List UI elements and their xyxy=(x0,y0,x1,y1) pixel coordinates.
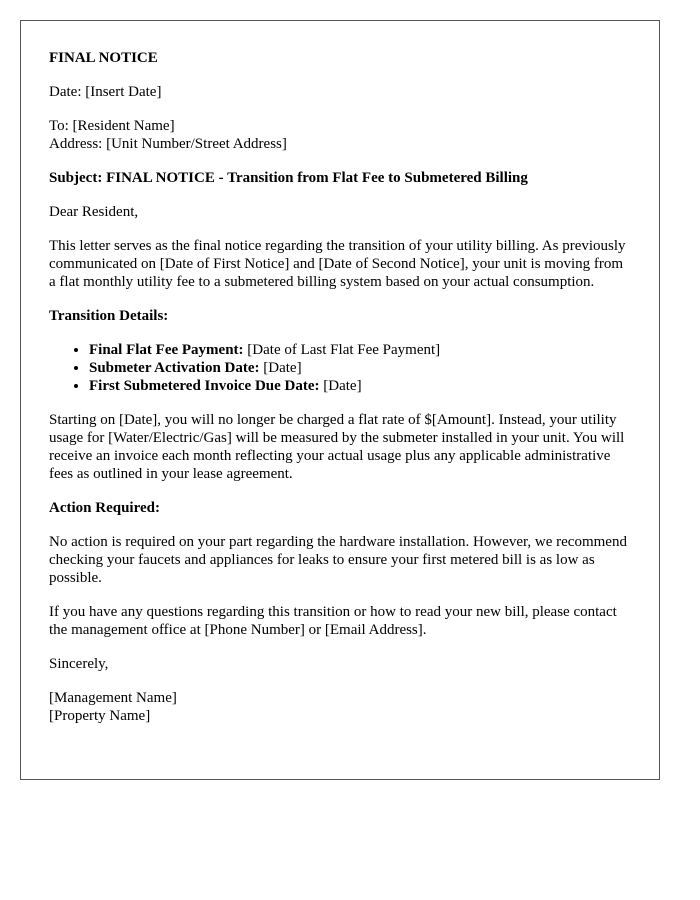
detail-label: Submeter Activation Date: xyxy=(89,360,260,376)
address-line: Address: [Unit Number/Street Address] xyxy=(49,136,287,152)
action-required-heading: Action Required: xyxy=(49,500,160,516)
detail-value: [Date of Last Flat Fee Payment] xyxy=(243,342,441,358)
detail-item-submeter-activation xyxy=(89,359,631,377)
detail-value: [Date] xyxy=(259,360,302,376)
date-line: Date: [Insert Date] xyxy=(49,84,162,100)
to-line: To: [Resident Name] xyxy=(49,118,175,134)
signature-block xyxy=(49,689,631,725)
salutation: Dear Resident, xyxy=(49,204,139,220)
property-name: [Property Name] xyxy=(49,708,151,724)
transition-details-heading: Transition Details: xyxy=(49,308,169,324)
billing-change-paragraph: Starting on [Date], you will no longer be charged a flat rate of $[Amount]. Instead, your utility usage for [Water/Electric/Gas] will be measured by the submeter installed in your unit. You will receive an invoice each month reflecting your actual usage plus any applicable administrative fees as outlined in your lease agreement. xyxy=(49,412,625,482)
detail-item-first-invoice-due xyxy=(89,377,631,395)
letter-page xyxy=(20,20,660,780)
subject-line: Subject: FINAL NOTICE - Transition from Flat Fee to Submetered Billing xyxy=(49,170,528,186)
detail-value: [Date] xyxy=(319,378,362,394)
detail-label: First Submetered Invoice Due Date: xyxy=(89,378,320,394)
transition-details-list xyxy=(49,341,631,395)
recipient-block xyxy=(49,117,631,153)
intro-paragraph: This letter serves as the final notice regarding the transition of your utility billing. As previously communicated on [Date of First Notice] and [Date of Second Notice], your unit is moving from a flat monthly utility fee to a submetered billing system based on your actual consumption. xyxy=(49,238,626,290)
notice-title: FINAL NOTICE xyxy=(49,50,158,66)
closing: Sincerely, xyxy=(49,656,109,672)
signer-name: [Management Name] xyxy=(49,690,177,706)
detail-item-final-flat-fee xyxy=(89,341,631,359)
questions-paragraph: If you have any questions regarding this transition or how to read your new bill, please contact the management office at [Phone Number] or [Email Address]. xyxy=(49,604,617,638)
action-paragraph: No action is required on your part regarding the hardware installation. However, we recommend checking your faucets and appliances for leaks to ensure your first metered bill is as low as possible. xyxy=(49,534,627,586)
detail-label: Final Flat Fee Payment: xyxy=(89,342,244,358)
